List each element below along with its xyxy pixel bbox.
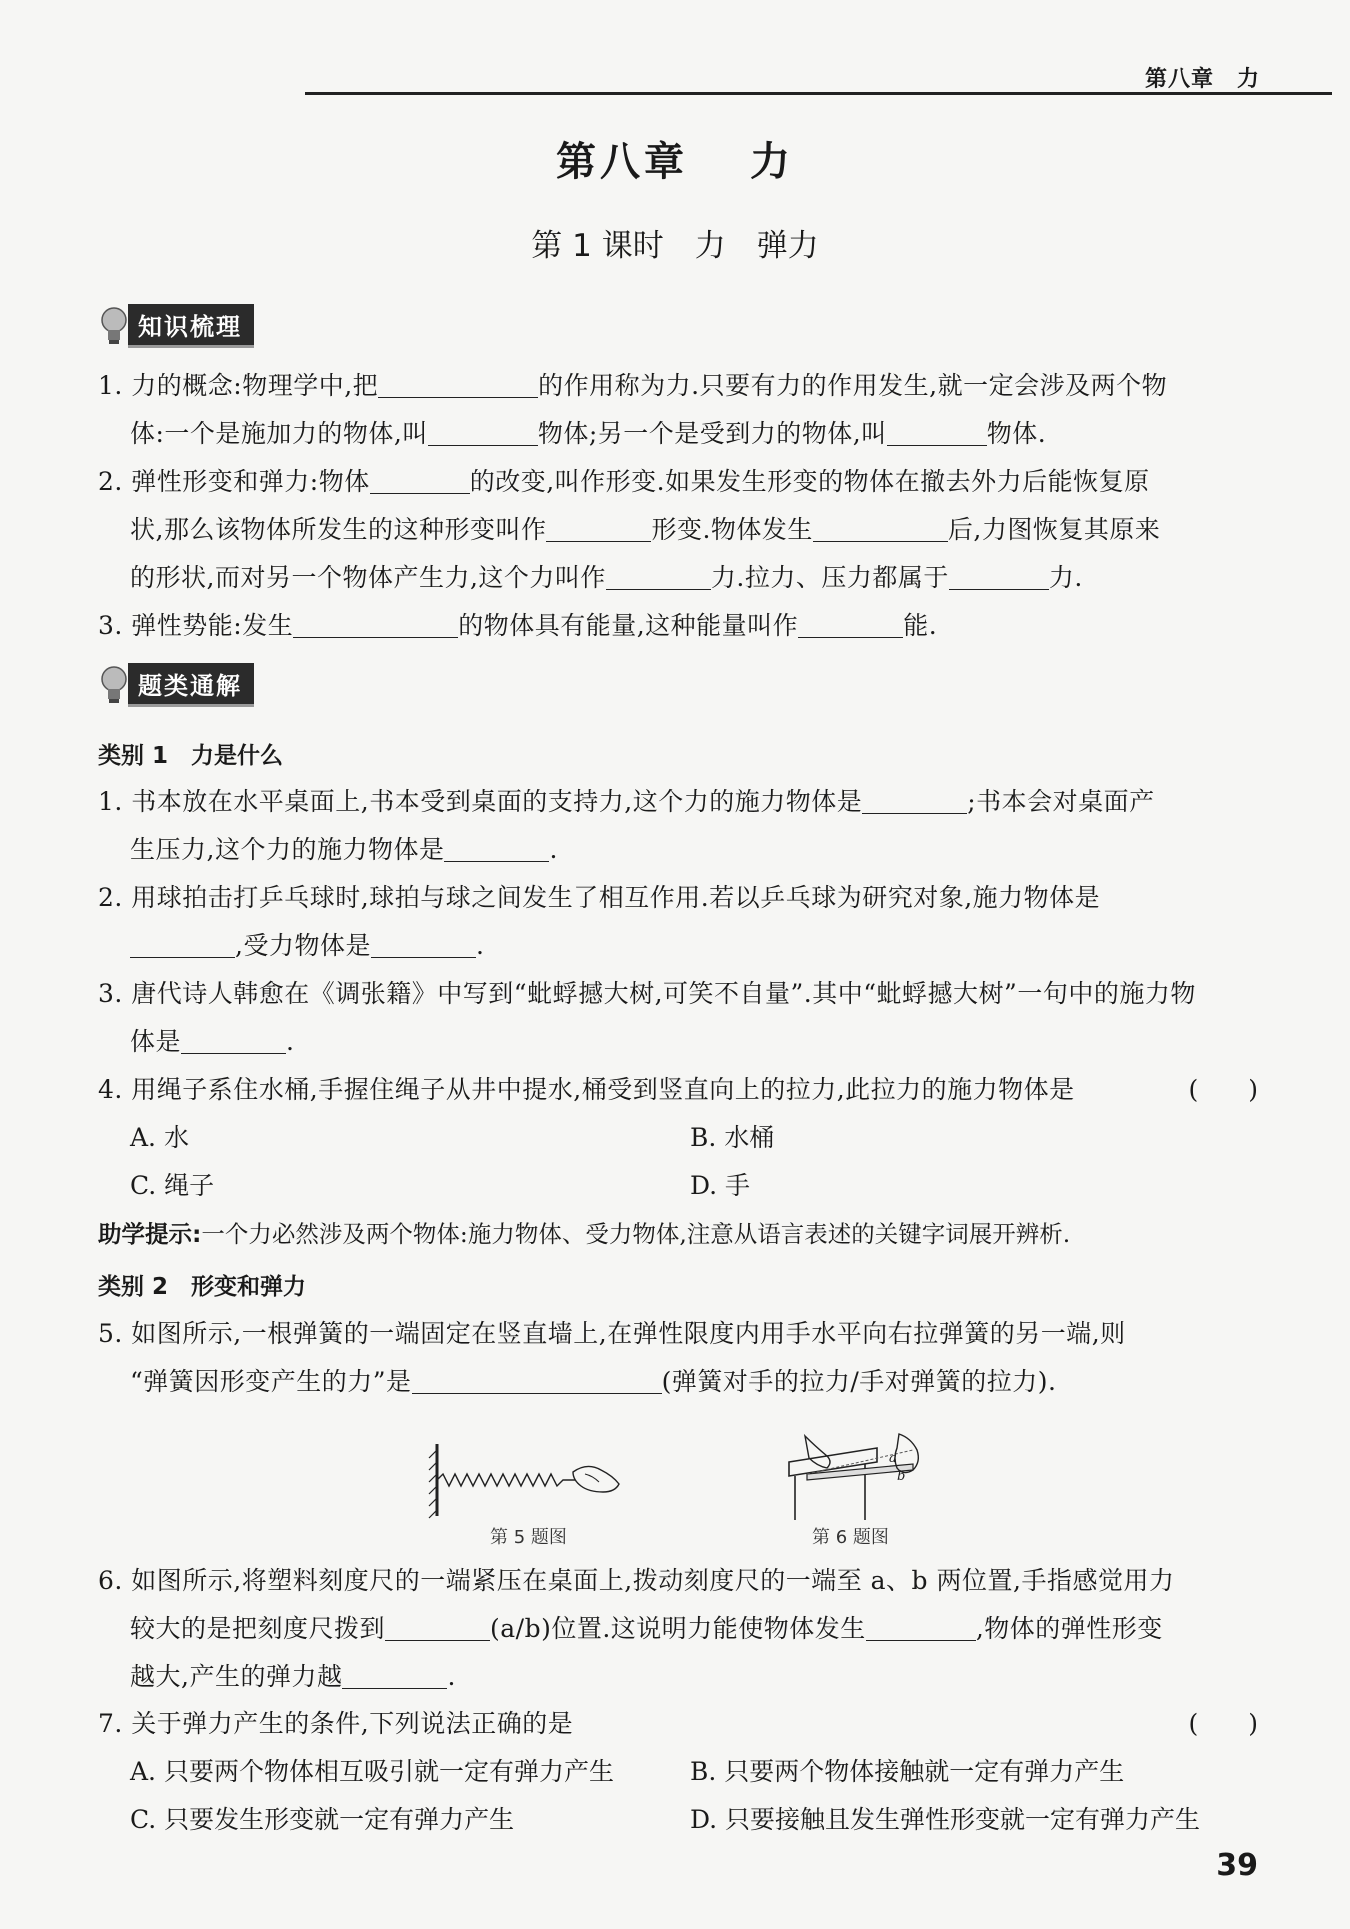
option-d[interactable]: D. 只要接触且发生弹性形变就一定有弹力产生 [690, 1805, 1201, 1834]
section-badge-problems [98, 665, 254, 705]
question-1: 1. 书本放在水平桌面上,书本受到桌面的支持力,这个力的施力物体是 ;书本会对桌面产 生压力,这个力的施力物体是 . [98, 787, 1155, 864]
answer-blank[interactable] [949, 561, 1049, 590]
section-badge-knowledge [98, 306, 254, 346]
option-c[interactable]: C. 只要发生形变就一定有弹力产生 [130, 1805, 515, 1834]
answer-blank[interactable] [378, 369, 538, 398]
section-label: 知识梳理 [128, 304, 254, 348]
option-a[interactable]: A. 水 [130, 1123, 189, 1152]
lightbulb-icon [98, 306, 132, 346]
category-heading-2: 类别 2 形变和弹力 [98, 1274, 307, 1300]
category-heading-1: 类别 1 力是什么 [98, 743, 284, 769]
answer-blank[interactable] [444, 833, 549, 862]
figure-6-label-b: b [897, 1469, 906, 1484]
answer-blank[interactable] [813, 513, 948, 542]
answer-blank[interactable] [130, 929, 235, 958]
answer-blank[interactable] [293, 609, 458, 638]
knowledge-item-2: 2. 弹性形变和弹力:物体 的改变,叫作形变.如果发生形变的物体在撤去外力后能恢复原 状,那么该物体所发生的这种形变叫作 形变.物体发生 后,力图恢复其原来 的形状,而对另一个物体产生力,这个力叫作 力.拉力、压力都属于 力. [98, 467, 1161, 592]
question-4-options [130, 1114, 1250, 1210]
option-b[interactable]: B. 水桶 [690, 1123, 775, 1152]
answer-blank[interactable] [606, 561, 711, 590]
answer-blank[interactable] [385, 1612, 490, 1641]
study-hint [98, 1214, 1070, 1254]
knowledge-item-3: 3. 弹性势能:发生 的物体具有能量,这种能量叫作 能. [98, 611, 938, 640]
answer-paren[interactable]: ( ) [1188, 1709, 1258, 1738]
question-7-stem: 7. 关于弹力产生的条件,下列说法正确的是 [98, 1709, 574, 1738]
figure-6-ruler [785, 1422, 925, 1522]
question-3: 3. 唐代诗人韩愈在《调张籍》中写到“蚍蜉撼大树,可笑不自量”.其中“蚍蜉撼大树”一句中的施力物 体是 . [98, 979, 1196, 1056]
option-c[interactable]: C. 绳子 [130, 1171, 215, 1200]
answer-blank[interactable] [181, 1025, 286, 1054]
option-b[interactable]: B. 只要两个物体接触就一定有弹力产生 [690, 1757, 1125, 1786]
answer-blank[interactable] [370, 465, 470, 494]
chapter-title: 第八章 力 [556, 139, 794, 185]
answer-blank[interactable] [887, 417, 987, 446]
figure-5-caption: 第 5 题图 [490, 1527, 567, 1548]
lesson-title: 第 1 课时 力 弹力 [531, 228, 819, 264]
answer-blank[interactable] [428, 417, 538, 446]
hint-label: 助学提示: [98, 1220, 202, 1248]
question-6: 6. 如图所示,将塑料刻度尺的一端紧压在桌面上,拨动刻度尺的一端至 a、b 两位置,手指感觉用力 较大的是把刻度尺拨到 (a/b)位置.这说明力能使物体发生 ,物体的弹性形变 越大,产生的弹力越 . [98, 1566, 1175, 1691]
hint-text: 一个力必然涉及两个物体:施力物体、受力物体,注意从语言表述的关键字词展开辨析. [201, 1220, 1071, 1248]
knowledge-item-1: 1. 力的概念:物理学中,把 的作用称为力.只要有力的作用发生,就一定会涉及两个物 体:一个是施加力的物体,叫 物体;另一个是受到力的物体,叫 物体. [98, 371, 1168, 448]
question-5: 5. 如图所示,一根弹簧的一端固定在竖直墙上,在弹性限度内用手水平向右拉弹簧的另一端,则 “弹簧因形变产生的力”是 (弹簧对手的拉力/手对弹簧的拉力). [98, 1319, 1126, 1396]
option-d[interactable]: D. 手 [690, 1171, 751, 1200]
figure-6-caption: 第 6 题图 [812, 1527, 889, 1548]
answer-blank[interactable] [342, 1660, 447, 1689]
running-head: 第八章 力 [1144, 67, 1260, 92]
page-number: 39 [1216, 1848, 1258, 1883]
answer-blank[interactable] [371, 929, 476, 958]
option-a[interactable]: A. 只要两个物体相互吸引就一定有弹力产生 [130, 1757, 614, 1786]
answer-blank[interactable] [412, 1365, 662, 1394]
answer-blank[interactable] [866, 1612, 976, 1641]
answer-blank[interactable] [862, 785, 967, 814]
question-2: 2. 用球拍击打乒乓球时,球拍与球之间发生了相互作用.若以乒乓球为研究对象,施力物体是 ,受力物体是 . [98, 883, 1101, 960]
answer-blank[interactable] [546, 513, 651, 542]
answer-paren[interactable]: ( ) [1188, 1075, 1258, 1104]
figure-6-label-a: a [889, 1451, 897, 1466]
question-7-options [130, 1748, 1250, 1844]
question-4-stem: 4. 用绳子系住水桶,手握住绳子从井中提水,桶受到竖直向上的拉力,此拉力的施力物体是 [98, 1075, 1075, 1104]
header-rule [305, 92, 1332, 95]
lightbulb-icon [98, 665, 132, 705]
figure-5-spring [425, 1440, 625, 1520]
section-label: 题类通解 [128, 663, 254, 707]
answer-blank[interactable] [798, 609, 903, 638]
